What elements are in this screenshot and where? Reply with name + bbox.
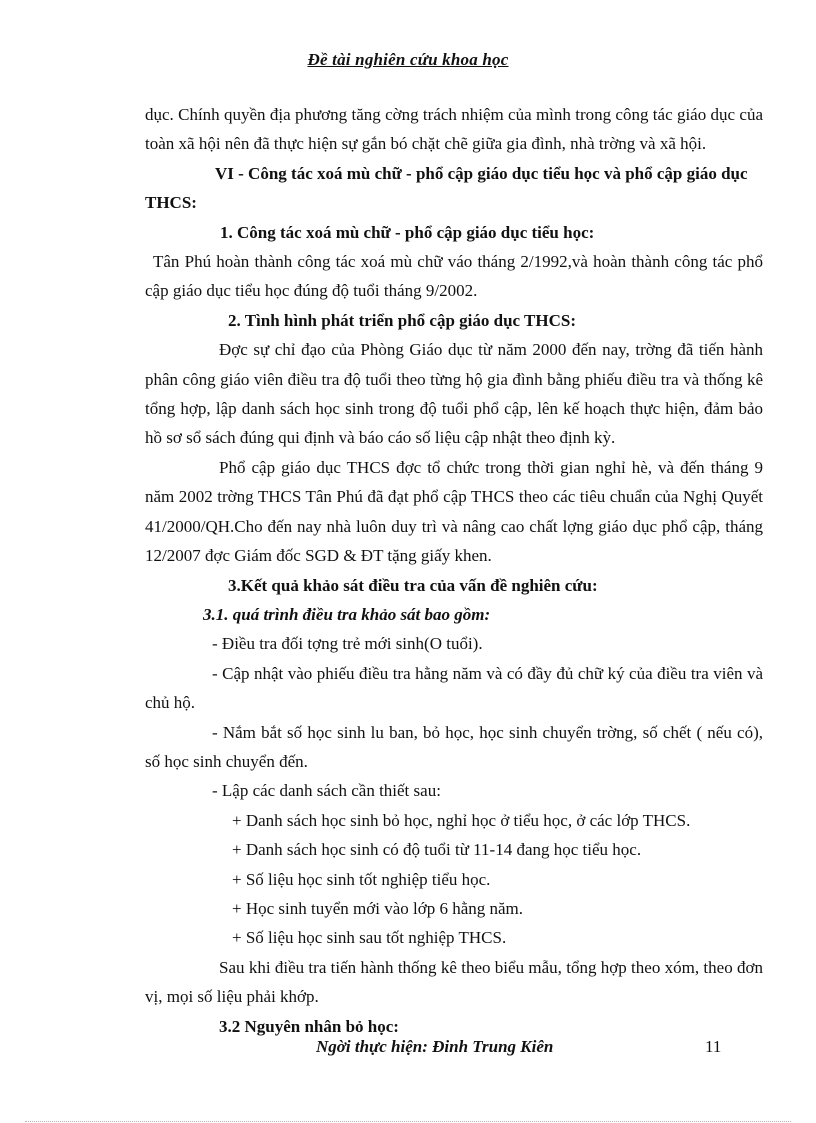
sub-list-item: + Danh sách học sinh bỏ học, nghỉ học ở tiểu học, ở các lớp THCS. <box>232 810 691 830</box>
footer-author: Ngời thực hiện: Đinh Trung Kiên <box>316 1037 554 1056</box>
paragraph-summary: Sau khi điều tra tiến hành thống kê theo biểu mẫu, tổng hợp theo xóm, theo đơn vị, mọi số liệu phải khớp. <box>145 957 763 1007</box>
list-item: - Lập các danh sách cần thiết sau: <box>212 781 441 801</box>
page-footer <box>0 1037 816 1061</box>
sub-list-item: + Danh sách học sinh có độ tuổi từ 11-14 đang học tiểu học. <box>232 840 642 860</box>
page-number: 11 <box>705 1037 722 1056</box>
list-item: - Nắm bắt số học sinh lu ban, bỏ học, học sinh chuyển trờng, số chết ( nếu có), số học sinh chuyển đến. <box>145 722 763 771</box>
bottom-divider <box>25 1121 791 1122</box>
heading-3: 3.Kết quả khảo sát điều tra của vấn đề nghiên cứu: <box>228 575 598 595</box>
document-body <box>145 100 763 1041</box>
paragraph-achievement: Phổ cập giáo dục THCS đợc tổ chức trong thời gian nghỉ hè, và đến tháng 9 năm 2002 trờng THCS Tân Phú đã đạt phổ cập THCS theo các tiêu chuẩn của Nghị Quyết 41/2000/QH.Cho đến nay nhà luôn duy trì và nâng cao chất lợng giáo dục phổ cập, tháng 12/2007 đợc Giám đốc SGD & ĐT tặng giấy khen. <box>145 457 763 566</box>
heading-1: 1. Công tác xoá mù chữ - phổ cập giáo dục tiểu học: <box>220 222 595 242</box>
heading-2: 2. Tình hình phát triển phổ cập giáo dục THCS: <box>228 310 576 330</box>
list-item: - Cập nhật vào phiếu điều tra hằng năm và có đầy đủ chữ ký của điều tra viên và chủ hộ. <box>145 663 763 713</box>
paragraph-literacy: Tân Phú hoàn thành công tác xoá mù chữ váo tháng 2/1992,và hoàn thành công tác phổ cập giáo dục tiểu học đúng độ tuổi tháng 9/2002. <box>145 252 763 301</box>
header-title: Đề tài nghiên cứu khoa học <box>307 50 509 69</box>
heading-3-1: 3.1. quá trình điều tra khảo sát bao gồm: <box>203 604 491 624</box>
heading-section-vi: VI - Công tác xoá mù chữ - phổ cập giáo dục tiểu học và phổ cập giáo dục THCS: <box>145 163 748 213</box>
list-item: - Điều tra đối tợng trẻ mới sinh(O tuổi). <box>212 634 483 654</box>
sub-list-item: + Số liệu học sinh sau tốt nghiệp THCS. <box>232 928 507 948</box>
sub-list-item: + Số liệu học sinh tốt nghiệp tiểu học. <box>232 869 491 889</box>
sub-list-item: + Học sinh tuyển mới vào lớp 6 hằng năm. <box>232 898 524 918</box>
paragraph-development: Đợc sự chỉ đạo của Phòng Giáo dục từ năm 2000 đến nay, trờng đã tiến hành phân công giáo viên điều tra độ tuổi theo từng hộ gia đình bằng phiếu điều tra và thống kê tổng hợp, lập danh sách học sinh trong độ tuổi phổ cập, lên kế hoạch thực hiện, đảm bảo hồ sơ sổ sách đúng qui định và báo cáo số liệu cập nhật theo định kỳ. <box>145 340 763 448</box>
heading-3-2: 3.2 Nguyên nhân bỏ học: <box>219 1016 399 1036</box>
page-header <box>0 50 816 70</box>
paragraph-intro: dục. Chính quyền địa phương tăng cờng trách nhiệm của mình trong công tác giáo dục của toàn xã hội nên đã thực hiện sự gắn bó chặt chẽ giữa gia đình, nhà trờng và xã hội. <box>145 105 763 154</box>
